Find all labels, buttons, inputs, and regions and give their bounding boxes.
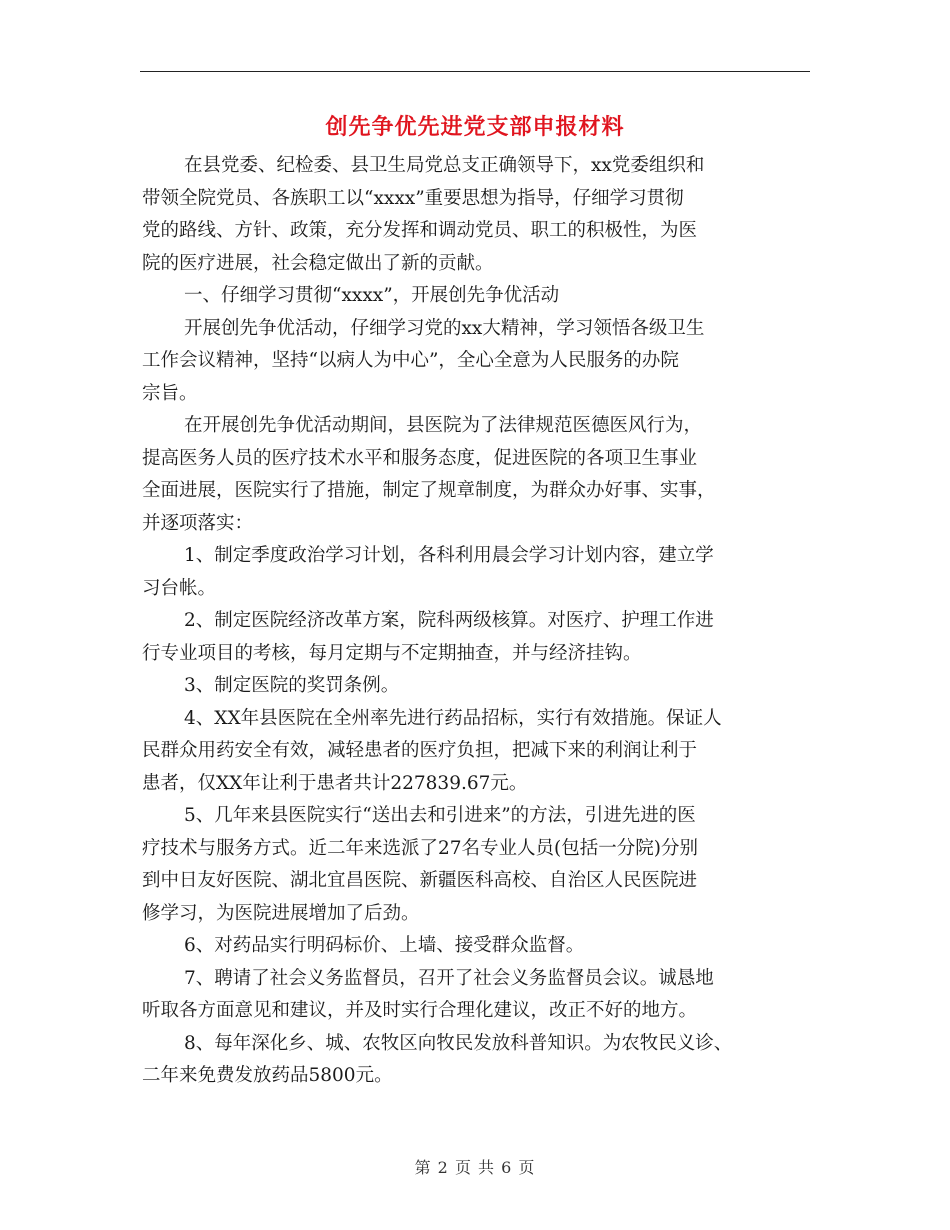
paragraph [142, 703, 810, 801]
text-line: 并逐项落实： [142, 512, 254, 534]
text-line: 提高医务人员的医疗技术水平和服务态度，促进医院的各项卫生事业 [142, 447, 698, 469]
header-rule [140, 71, 810, 72]
text-line: 6、对药品实行明码标价、上墙、接受群众监督。 [184, 935, 585, 956]
text-line: 在开展创先争优活动期间，县医院为了法律规范医德医风行为， [184, 415, 703, 436]
text-line: 二年来免费发放药品5800元。 [142, 1065, 393, 1086]
text-line: 一、仔细学习贯彻“xxxx”，开展创先争优活动 [184, 285, 560, 306]
text-line: 宗旨。 [142, 382, 198, 404]
text-line: 4、XX年县医院在全州率先进行药品招标，实行有效措施。保证人 [184, 707, 722, 729]
text-line: 2、制定医院经济改革方案，院科两级核算。对医疗、护理工作进 [184, 610, 714, 631]
text-line: 全面进展，医院实行了措施，制定了规章制度，为群众办好事、实事， [142, 480, 716, 501]
paragraph [142, 963, 810, 1028]
paragraph [142, 540, 810, 605]
text-line: 3、制定医院的奖罚条例。 [184, 675, 400, 696]
text-line: 修学习，为医院进展增加了后劲。 [142, 902, 420, 924]
text-line: 工作会议精神，坚持“以病人为中心”，全心全意为人民服务的办院 [142, 350, 679, 371]
text-line: 习台帐。 [142, 577, 217, 599]
text-line: 在县党委、纪检委、县卫生局党总支正确领导下，xx党委组织和 [184, 155, 705, 176]
text-line: 开展创先争优活动，仔细学习党的xx大精神，学习领悟各级卫生 [184, 317, 705, 339]
paragraph [142, 670, 810, 703]
text-line: 5、几年来县医院实行“送出去和引进来”的方法，引进先进的医 [184, 805, 696, 826]
text-line: 7、聘请了社会义务监督员，召开了社会义务监督员会议。诚恳地 [184, 967, 714, 989]
text-line: 患者，仅XX年让利于患者共计227839.67元。 [142, 772, 528, 794]
text-line: 8、每年深化乡、城、农牧区向牧民发放科普知识。为农牧民义诊、 [184, 1032, 733, 1054]
paragraph [142, 930, 810, 963]
text-line: 到中日友好医院、湖北宜昌医院、新疆医科高校、自治区人民医院进 [142, 870, 698, 891]
paragraph [142, 313, 810, 411]
text-line: 民群众用药安全有效，减轻患者的医疗负担，把减下来的利润让利于 [142, 740, 698, 761]
paragraph [142, 280, 810, 313]
paragraph [142, 410, 810, 540]
paragraph [142, 800, 810, 930]
text-line: 听取各方面意见和建议，并及时实行合理化建议，改正不好的地方。 [142, 1000, 698, 1021]
text-line: 疗技术与服务方式。近二年来选派了27名专业人员(包括一分院)分别 [142, 837, 698, 859]
text-line: 行专业项目的考核，每月定期与不定期抽查，并与经济挂钩。 [142, 642, 642, 664]
page-footer: 第 2 页 共 6 页 [414, 1158, 536, 1177]
document-body [142, 150, 810, 1093]
text-line: 1、制定季度政治学习计划，各科利用晨会学习计划内容，建立学 [184, 545, 714, 566]
text-line: 带领全院党员、各族职工以“xxxx”重要思想为指导，仔细学习贯彻 [142, 187, 684, 209]
document-title: 创先争优先进党支部申报材料 [325, 114, 625, 140]
paragraph [142, 605, 810, 670]
text-line: 院的医疗进展，社会稳定做出了新的贡献。 [142, 252, 494, 274]
text-line: 党的路线、方针、政策，充分发挥和调动党员、职工的积极性，为医 [142, 220, 698, 241]
paragraph [142, 1028, 810, 1093]
paragraph [142, 150, 810, 280]
